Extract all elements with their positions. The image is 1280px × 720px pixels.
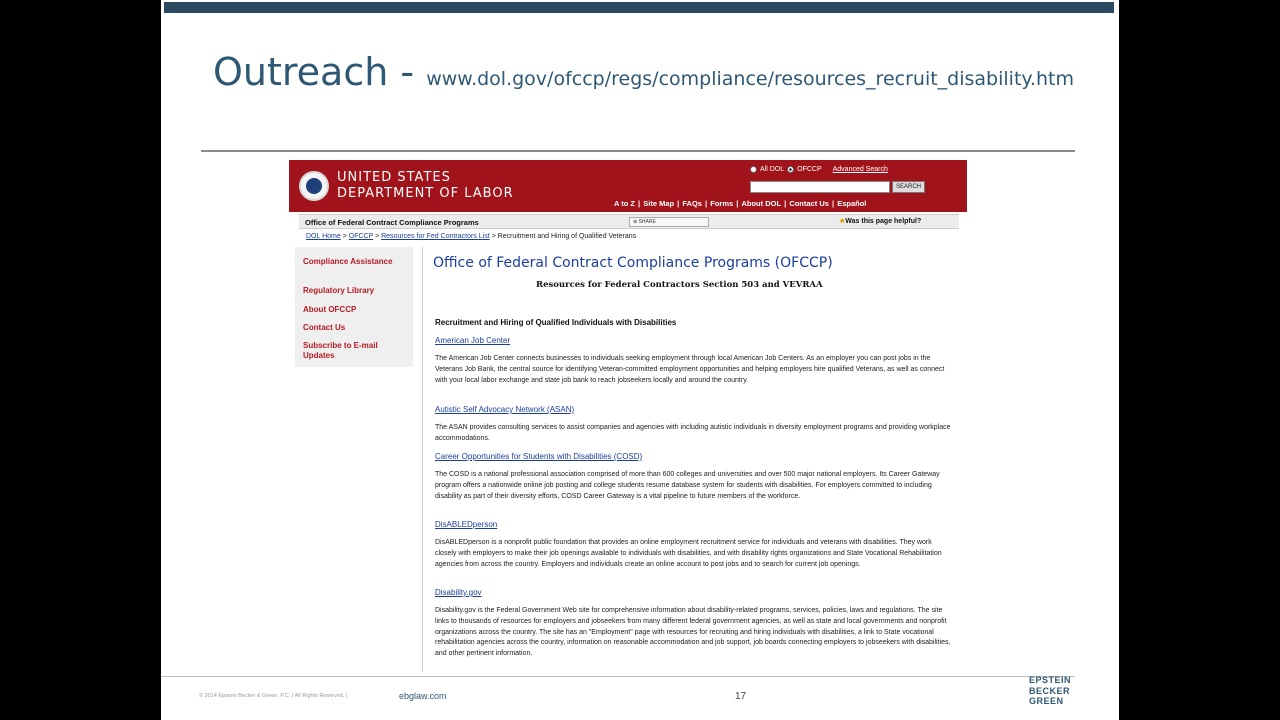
search-input[interactable]: [750, 181, 890, 193]
resource-desc: The COSD is a national professional association comprised of more than 600 colleges and universities and over 500 major national employers. Its Career Gateway program offers a nationwide online job posting and college students resume database system for students with disabilities. For employers committed to including disability as part of their diversity efforts, COSD Career Gateway is a vital pipeline to future members of the workforce.: [435, 471, 940, 500]
content-subheading: Resources for Federal Contractors Section 503 and VEVRAA: [536, 280, 823, 290]
nav-about-dol[interactable]: About DOL: [741, 199, 782, 208]
title-divider: [201, 150, 1075, 152]
agency-line-2: DEPARTMENT OF LABOR: [337, 186, 514, 201]
footer-divider: [161, 676, 1075, 677]
dol-header: [289, 160, 967, 212]
resource-desc: DisABLEDperson is a nonprofit public foundation that provides an online employment recruitment service for individuals and veterans with disabilities. They work closely with employers to make their job openings available to individuals with disabilities, and with disability rights organizations and State Vocational Rehabilitation agencies from across the country. Employers and individuals create an online account to post jobs and to search for current job openings.: [435, 539, 942, 568]
footer-copyright: © 2014 Epstein Becker & Green, P.C. | All Rights Reserved. |: [199, 693, 348, 699]
share-button[interactable]: [629, 217, 709, 227]
resource-link-disabledperson[interactable]: DisABLEDperson: [435, 520, 498, 529]
office-name: Office of Federal Contract Compliance Programs: [305, 218, 479, 227]
breadcrumb-resources[interactable]: Resources for Fed Contractors List: [381, 233, 490, 240]
firm-logo: [1029, 675, 1071, 707]
breadcrumb-ofccp[interactable]: OFCCP: [348, 233, 374, 240]
office-bar: [299, 214, 959, 229]
resource-link-cosd[interactable]: Career Opportunities for Students with Disabilities (COSD): [435, 452, 643, 461]
logo-line-2: BECKER: [1029, 685, 1071, 696]
breadcrumb-current: Recruitment and Hiring of Qualified Veterans: [497, 233, 637, 240]
resource-desc: The ASAN provides consulting services to assist companies and agencies with including autistic individuals in diversity employment programs and providing workplace accommodations.: [435, 424, 951, 442]
radio-ofccp[interactable]: [787, 166, 794, 173]
sidebar-item-subscribe[interactable]: Subscribe to E-mail Updates: [303, 341, 378, 360]
radio-all-dol-label: All DOL: [760, 166, 785, 173]
sidebar-item-contact-us[interactable]: Contact Us: [303, 323, 346, 332]
nav-faqs[interactable]: FAQs: [682, 199, 702, 208]
slide-title-text: Outreach -: [213, 50, 427, 94]
section-title: Recruitment and Hiring of Qualified Individuals with Disabilities: [435, 318, 677, 327]
dol-seal-icon: [299, 171, 329, 201]
radio-ofccp-label: OFCCP: [797, 166, 822, 173]
logo-line-1: EPSTEIN: [1029, 675, 1072, 685]
nav-a-to-z[interactable]: A to Z: [614, 199, 635, 208]
nav-espanol[interactable]: Español: [837, 199, 867, 208]
page-number: 17: [735, 691, 747, 702]
resource-desc: The American Job Center connects businesses to individuals seeking employment through local American Job Centers. As an employer you can post jobs in the Veterans Job Bank, the central source for identifying Veteran-committed employment opportunities and helping employers hire qualified Veterans, as well as connect with your local labor exchange and state job bank to reach jobseekers locally and around the country.: [435, 355, 945, 384]
sidebar-item-about-ofccp[interactable]: About OFCCP: [303, 305, 357, 314]
nav-forms[interactable]: Forms: [710, 199, 734, 208]
star-icon: ★: [839, 218, 846, 225]
slide-title-url: www.dol.gov/ofccp/regs/compliance/resources_recruit_disability.htm: [426, 68, 1074, 90]
slide-top-bar: [164, 2, 1114, 13]
main-content: [422, 247, 962, 672]
resource-link-disability-gov[interactable]: Disability.gov: [435, 588, 482, 597]
footer-site: ebglaw.com: [399, 691, 447, 701]
breadcrumb: DOL Home > OFCCP > Resources for Fed Contractors List > Recruitment and Hiring of Qualified Veterans: [306, 233, 637, 240]
share-icon: ⊕: [633, 219, 638, 225]
nav-site-map[interactable]: Site Map: [643, 199, 675, 208]
radio-all-dol[interactable]: [750, 166, 757, 173]
page-helpful-text: Was this page helpful?: [845, 218, 922, 225]
nav-contact-us[interactable]: Contact Us: [789, 199, 829, 208]
sidebar-item-regulatory-library[interactable]: Regulatory Library: [303, 286, 375, 295]
share-label: SHARE: [638, 219, 656, 225]
top-nav: A to Z | Site Map | FAQs | Forms | About DOL | Contact Us | Español: [614, 199, 867, 208]
search-scope: [750, 166, 888, 173]
search-button[interactable]: SEARCH: [892, 181, 925, 193]
advanced-search-link[interactable]: Advanced Search: [832, 166, 888, 173]
logo-line-3: GREEN: [1029, 696, 1064, 706]
dol-agency-name: [337, 170, 514, 202]
content-heading: Office of Federal Contract Compliance Programs (OFCCP): [433, 255, 833, 271]
resource-link-asan[interactable]: Autistic Self Advocacy Network (ASAN): [435, 405, 575, 414]
sidebar: [295, 247, 413, 367]
presentation-slide: [161, 0, 1119, 720]
breadcrumb-dol-home[interactable]: DOL Home: [306, 233, 341, 240]
dol-webpage-screenshot: [289, 160, 967, 672]
agency-line-1: UNITED STATES: [337, 170, 451, 185]
sidebar-item-compliance-assistance[interactable]: Compliance Assistance: [303, 257, 393, 266]
resource-link-american-job-center[interactable]: American Job Center: [435, 336, 511, 345]
resource-desc: Disability.gov is the Federal Government Web site for comprehensive information about disability-related programs, services, policies, laws and regulations. The site links to thousands of resources for employers and jobseekers from many different federal government agencies, as well as state and local governments and nonprofit organizations across the country. The site has an "Employment" page with resources for recruiting and hiring individuals with disabilities, a link to State vocational rehabilitation agencies across the country, information on reasonable accommodation and job support, job boards connecting employers to jobseekers with disabilities, and other pertinent information.: [435, 607, 951, 658]
slide-title: [213, 50, 1074, 94]
page-helpful-link[interactable]: [839, 217, 921, 225]
